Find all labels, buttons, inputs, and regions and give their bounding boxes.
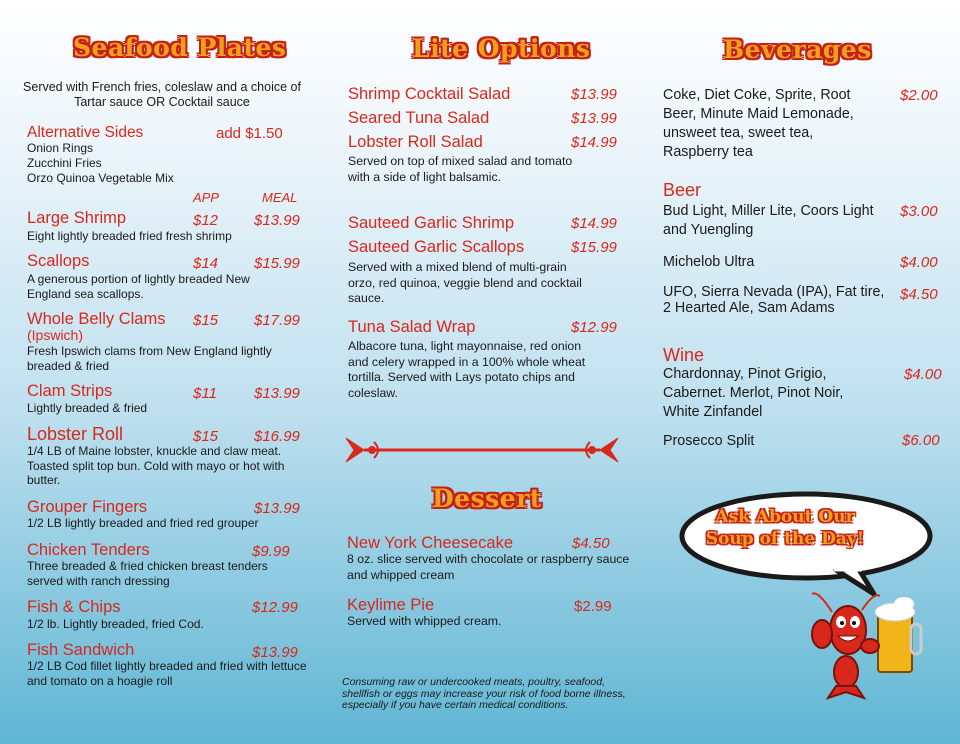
item-meal-price: $12.99: [252, 599, 298, 616]
lite-item-price: $12.99: [571, 319, 617, 336]
lite-item-name: Seared Tuna Salad: [348, 109, 490, 127]
item-meal-price: $16.99: [254, 428, 300, 445]
soft-drinks-price: $2.00: [900, 87, 938, 104]
beverages-heading: Beverages: [723, 35, 872, 64]
item-desc: Fresh Ipswich clams from New England lightly breaded & fried: [27, 344, 272, 373]
beer-price: $4.50: [900, 286, 938, 303]
item-name: Grouper Fingers: [27, 498, 148, 516]
item-name: Scallops: [27, 252, 90, 270]
dessert-item-name: Keylime Pie: [347, 596, 435, 614]
item-desc: 1/4 LB of Maine lobster, knuckle and claw meat. Toasted split top bun. Cold with mayo or hot with butter.: [27, 444, 285, 487]
beer-list: Bud Light, Miller Lite, Coors Light and Yuengling: [663, 203, 874, 238]
salad-desc: Served on top of mixed salad and tomato with a side of light balsamic.: [348, 154, 573, 184]
item-desc: A generous portion of lightly breaded New England sea scallops.: [27, 272, 250, 301]
lite-item-name: Sauteed Garlic Scallops: [348, 238, 525, 256]
alt-side-item: Onion Rings: [27, 141, 94, 155]
item-name: Chicken Tenders: [27, 541, 150, 559]
ornamental-divider: [344, 434, 620, 466]
item-name: Fish Sandwich: [27, 641, 135, 659]
beer-price: $3.00: [900, 203, 938, 220]
beer-list: UFO, Sierra Nevada (IPA), Fat tire, 2 Hearted Ale, Sam Adams: [663, 284, 885, 316]
lite-item-name: Lobster Roll Salad: [348, 133, 483, 151]
alt-side-item: Zucchini Fries: [27, 156, 102, 170]
wine-title: Wine: [663, 345, 705, 365]
lite-item-name: Shrimp Cocktail Salad: [348, 85, 511, 103]
item-name: Lobster Roll: [27, 424, 124, 444]
col-meal-label: MEAL: [262, 190, 298, 205]
lobster-beer-icon: [808, 590, 928, 700]
lite-item-price: $14.99: [571, 215, 617, 232]
soft-drinks-list: Coke, Diet Coke, Sprite, Root Beer, Minute Maid Lemonade, unsweet tea, sweet tea, Raspberry tea: [663, 87, 854, 160]
lite-item-name: Sauteed Garlic Shrimp: [348, 214, 514, 232]
alt-sides-title: Alternative Sides: [27, 124, 144, 141]
seafood-plates-heading: Seafood Plates: [73, 33, 287, 62]
beer-price: $4.00: [900, 254, 938, 271]
lite-item-name: Tuna Salad Wrap: [348, 318, 476, 336]
lite-options-heading: Lite Options: [412, 34, 591, 63]
item-meal-price: $13.99: [254, 212, 300, 229]
garlic-desc: Served with a mixed blend of multi-grain orzo, red quinoa, veggie blend and cocktail sauce.: [348, 260, 582, 305]
col-app-label: APP: [193, 190, 220, 205]
wine-price: $4.00: [904, 366, 942, 383]
item-subname: (Ipswich): [27, 327, 84, 343]
item-app-price: $15: [193, 428, 219, 445]
item-name: Clam Strips: [27, 382, 113, 400]
item-desc: Three breaded & fried chicken breast tenders served with ranch dressing: [27, 559, 268, 588]
item-desc: 1/2 LB lightly breaded and fried red grouper: [27, 516, 259, 530]
item-name: Large Shrimp: [27, 209, 127, 227]
seafood-intro: Served with French fries, coleslaw and a choice of Tartar sauce OR Cocktail sauce: [23, 80, 301, 109]
beer-title: Beer: [663, 180, 702, 200]
lite-item-price: $13.99: [571, 110, 617, 127]
lite-item-price: $15.99: [571, 239, 617, 256]
dessert-desc: Served with whipped cream.: [347, 614, 502, 628]
wine-price: $6.00: [902, 432, 940, 449]
item-meal-price: $13.99: [254, 500, 300, 517]
lite-item-price: $14.99: [571, 134, 617, 151]
disclaimer-text: Consuming raw or undercooked meats, poultry, seafood, shellfish or eggs may increase your risk of food borne illness, especially if you have certain medical conditions.: [342, 676, 626, 711]
alt-side-item: Orzo Quinoa Vegetable Mix: [27, 171, 174, 185]
item-name: Whole Belly Clams: [27, 310, 166, 328]
item-desc: 1/2 lb. Lightly breaded, fried Cod.: [27, 617, 204, 631]
item-app-price: $11: [193, 385, 217, 402]
dessert-item-name: New York Cheesecake: [347, 534, 514, 552]
dessert-heading: Dessert: [432, 484, 542, 513]
item-meal-price: $17.99: [254, 312, 300, 329]
wine-list: Chardonnay, Pinot Grigio, Cabernet. Merlot, Pinot Noir, White Zinfandel: [663, 366, 844, 420]
soup-of-the-day-callout: Ask About Our Soup of the Day!: [705, 507, 865, 549]
dessert-desc: 8 oz. slice served with chocolate or raspberry sauce and whipped cream: [347, 552, 630, 582]
dessert-item-price: $4.50: [572, 535, 610, 552]
wine-list: Prosecco Split: [663, 433, 755, 449]
item-desc: Lightly breaded & fried: [27, 401, 148, 415]
alt-sides-price: add $1.50: [216, 125, 283, 142]
lite-item-price: $13.99: [571, 86, 617, 103]
item-app-price: $14: [193, 255, 219, 272]
item-meal-price: $13.99: [254, 385, 300, 402]
beer-list: Michelob Ultra: [663, 254, 755, 270]
item-app-price: $15: [193, 312, 219, 329]
item-app-price: $12: [193, 212, 219, 229]
item-meal-price: $15.99: [254, 255, 300, 272]
item-name: Fish & Chips: [27, 598, 121, 616]
dessert-item-price: $2.99: [574, 598, 612, 615]
wrap-desc: Albacore tuna, light mayonnaise, red onion and celery wrapped in a 100% whole wheat tortilla. Served with Lays potato chips and coleslaw.: [348, 339, 586, 400]
item-meal-price: $9.99: [252, 543, 290, 560]
item-desc: Eight lightly breaded fried fresh shrimp: [27, 229, 232, 243]
item-meal-price: $13.99: [252, 644, 298, 661]
item-desc: 1/2 LB Cod fillet lightly breaded and fried with lettuce and tomato on a hoagie roll: [27, 659, 307, 688]
